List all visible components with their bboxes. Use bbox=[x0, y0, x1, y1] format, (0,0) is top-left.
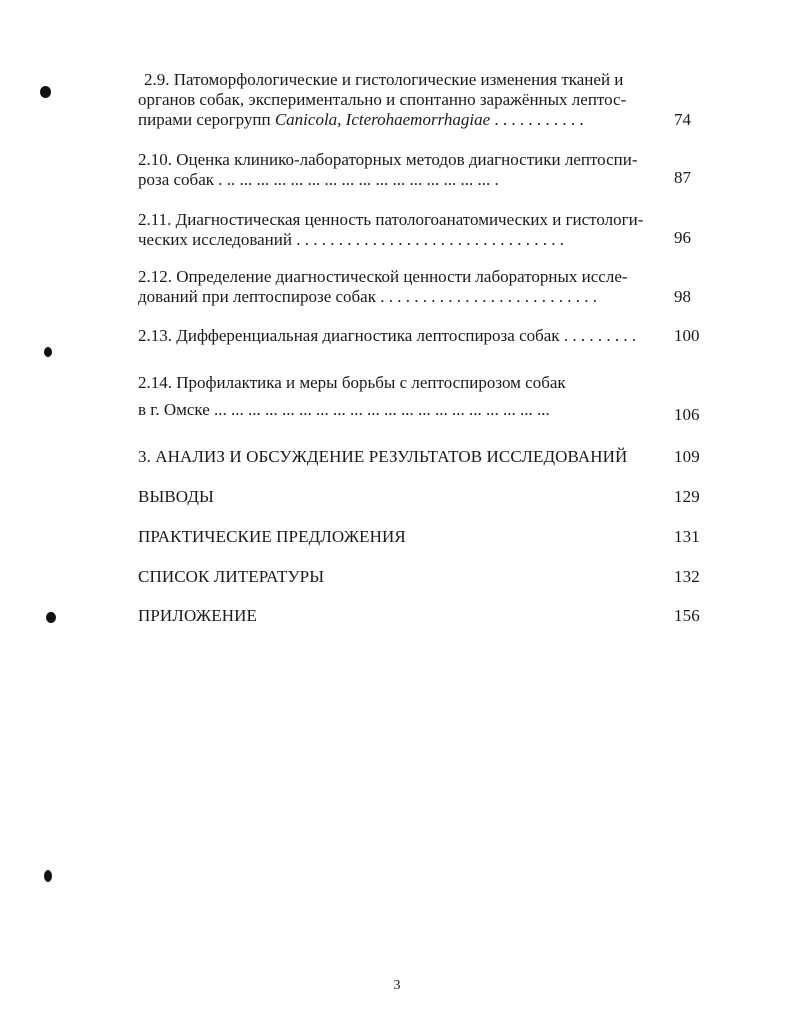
toc-entry-title bbox=[138, 606, 648, 626]
toc-entry-title bbox=[138, 267, 648, 307]
toc-page-number: 96 bbox=[674, 228, 691, 247]
toc-line: 2.11. Диагностическая ценность патологоанатомических и гистологи- bbox=[138, 210, 644, 229]
toc-leader: ... ... ... ... ... ... ... ... ... ... ... ... ... ... ... ... ... ... ... ... bbox=[209, 400, 550, 419]
toc-text: 3. АНАЛИЗ И ОБСУЖДЕНИЕ РЕЗУЛЬТАТОВ ИССЛЕДОВАНИЙ bbox=[138, 447, 628, 466]
toc-line: 2.10. Оценка клинико-лабораторных методов диагностики лептоспи- bbox=[138, 150, 638, 169]
toc-text: 2.13. Дифференциальная диагностика лептоспироза собак bbox=[138, 326, 560, 345]
toc-leader: . .. ... ... ... ... ... ... ... ... ... ... ... ... ... ... ... . bbox=[214, 170, 499, 189]
toc-entry-title bbox=[138, 326, 648, 346]
toc-text: ческих исследований bbox=[138, 230, 292, 249]
toc-line-last bbox=[138, 230, 648, 250]
toc-line-last bbox=[138, 287, 648, 307]
toc-entry-title bbox=[138, 70, 648, 130]
toc-page-number: 132 bbox=[674, 567, 700, 586]
toc-entry-title bbox=[138, 210, 648, 250]
toc-line-last bbox=[138, 326, 648, 346]
toc-entry-title bbox=[138, 447, 668, 467]
toc-page-number: 98 bbox=[674, 287, 691, 306]
toc-italic-text: Canicola, Icterohaemorrhagiae bbox=[274, 110, 491, 129]
toc-line: 2.9. Патоморфологические и гистологические изменения тканей и bbox=[144, 70, 624, 89]
toc-page-number: 87 bbox=[674, 168, 691, 187]
toc-leader: . . . . . . . . . . . bbox=[490, 110, 584, 129]
toc-line: органов собак, экспериментально и спонтанно заражённых лептос- bbox=[138, 90, 627, 109]
toc-entry-title bbox=[138, 373, 648, 420]
toc-page-number: 106 bbox=[674, 405, 700, 424]
scan-spot bbox=[44, 347, 52, 357]
toc-page-number: 129 bbox=[674, 487, 700, 506]
scan-spot bbox=[46, 612, 56, 623]
toc-entry-title bbox=[138, 150, 648, 190]
toc-leader: . . . . . . . . . . . . . . . . . . . . . . . . . . bbox=[376, 287, 597, 306]
toc-line-last bbox=[138, 110, 648, 130]
toc-page-number: 131 bbox=[674, 527, 700, 546]
toc-line-last bbox=[138, 400, 648, 420]
toc-line: 2.12. Определение диагностической ценности лабораторных иссле- bbox=[138, 267, 628, 286]
toc-leader: . . . . . . . . . bbox=[559, 326, 637, 345]
toc-page-number: 109 bbox=[674, 447, 700, 466]
toc-text: ПРАКТИЧЕСКИЕ ПРЕДЛОЖЕНИЯ bbox=[138, 527, 406, 546]
toc-page-number: 100 bbox=[674, 326, 700, 345]
toc-line: 2.14. Профилактика и меры борьбы с лептоспирозом собак bbox=[138, 373, 566, 392]
toc-leader: . . . . . . . . . . . . . . . . . . . . . . . . . . . . . . . . bbox=[291, 230, 564, 249]
page-number: 3 bbox=[393, 978, 401, 993]
toc-text: ПРИЛОЖЕНИЕ bbox=[138, 606, 257, 625]
toc-page-number: 74 bbox=[674, 110, 691, 129]
toc-entry-title bbox=[138, 487, 648, 507]
toc-entry-title bbox=[138, 527, 648, 547]
toc-text: роза собак bbox=[138, 170, 215, 189]
toc-text: пирами серогрупп bbox=[138, 110, 275, 129]
toc-line-last bbox=[138, 170, 648, 190]
toc-entry-title bbox=[138, 567, 648, 587]
scan-spot bbox=[44, 870, 52, 882]
toc-text: ВЫВОДЫ bbox=[138, 487, 214, 506]
toc-text: СПИСОК ЛИТЕРАТУРЫ bbox=[138, 567, 325, 586]
toc-page-number: 156 bbox=[674, 606, 700, 625]
toc-text: дований при лептоспирозе собак bbox=[138, 287, 376, 306]
toc-text: в г. Омске bbox=[138, 400, 210, 419]
scan-spot bbox=[40, 86, 51, 98]
